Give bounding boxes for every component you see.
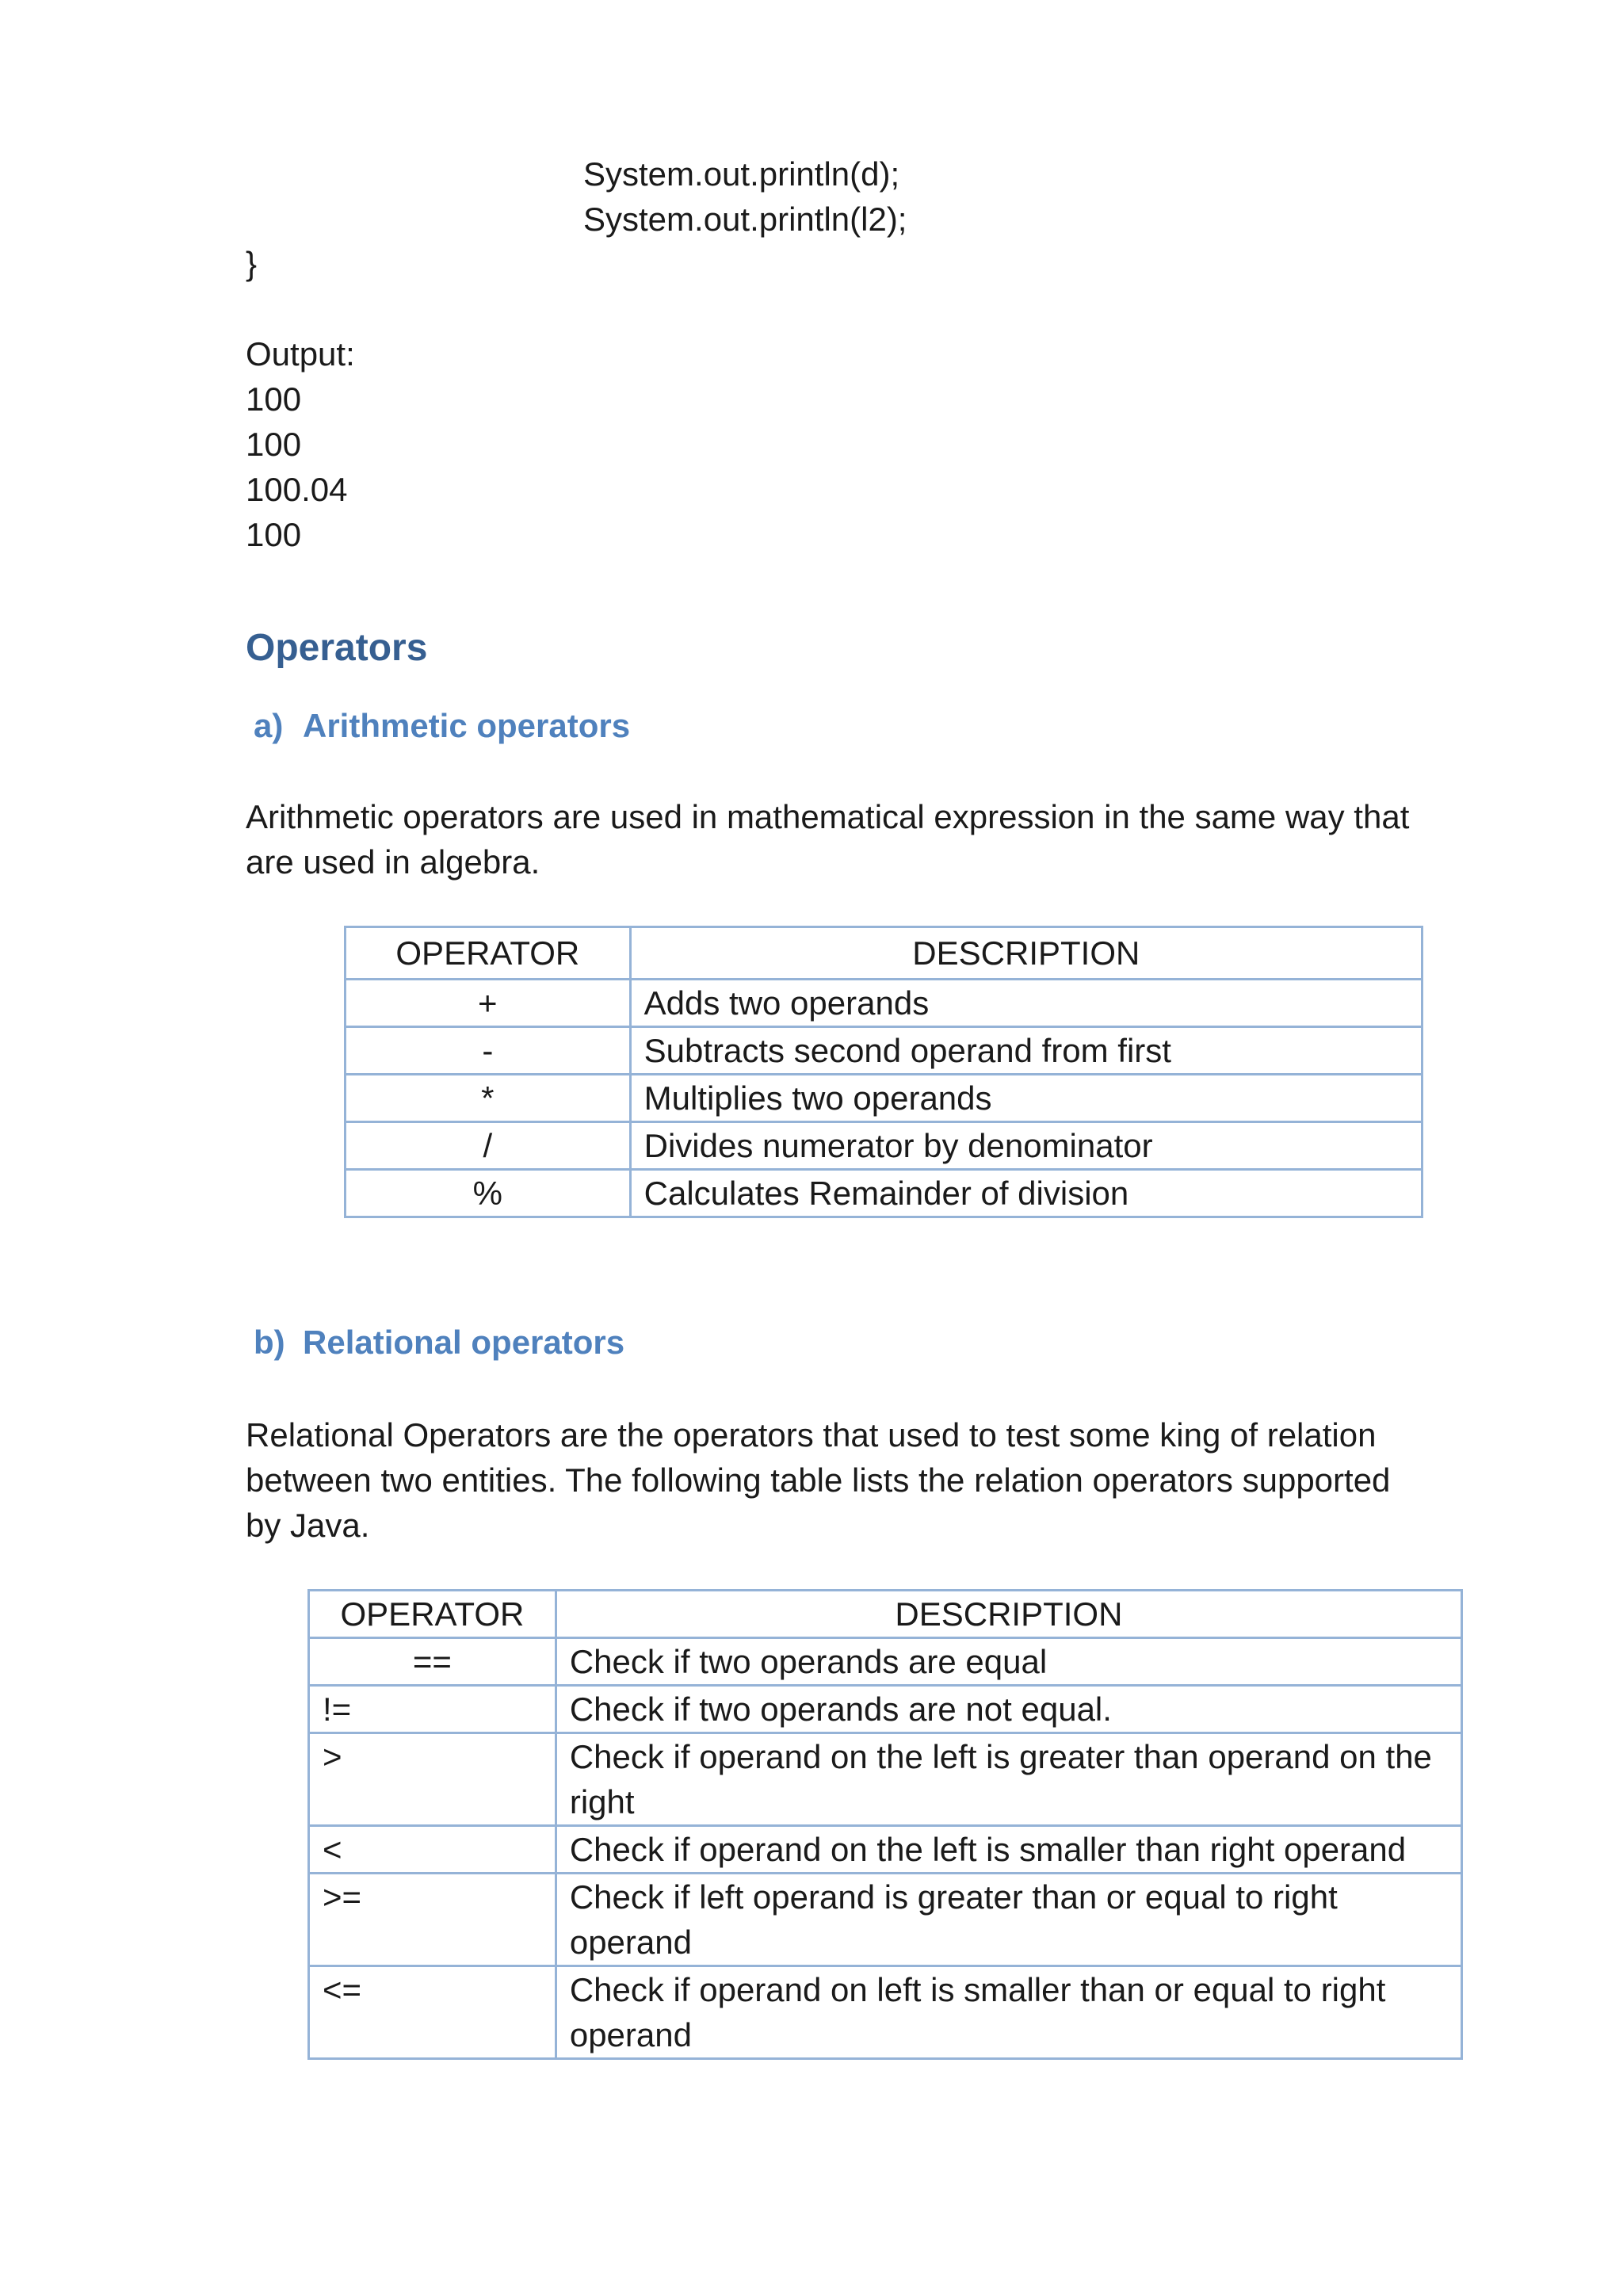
header-operator: OPERATOR: [309, 1591, 556, 1638]
operator-cell: *: [346, 1075, 631, 1122]
table-row: [309, 1686, 1462, 1733]
table-header-row: [309, 1591, 1462, 1638]
relational-heading: [254, 1320, 624, 1365]
table-row: [346, 1170, 1423, 1217]
description-cell: Check if left operand is greater than or equal to right operand: [556, 1874, 1461, 1966]
paragraph-line: Relational Operators are the operators that used to test some king of relation: [246, 1416, 1377, 1454]
operator-cell: %: [346, 1170, 631, 1217]
description-cell: Check if two operands are equal: [556, 1638, 1461, 1686]
table-row: [346, 1122, 1423, 1170]
table-row: [309, 1826, 1462, 1874]
output-value: 100.04: [246, 471, 348, 508]
operators-heading: Operators: [246, 627, 428, 669]
arithmetic-marker: a): [254, 707, 284, 744]
output-value: 100: [246, 426, 302, 463]
table-row: [309, 1733, 1462, 1826]
description-cell: Divides numerator by denominator: [630, 1122, 1422, 1170]
paragraph-line: between two entities. The following table lists the relation operators supported: [246, 1461, 1391, 1499]
arithmetic-heading: [254, 703, 630, 748]
arithmetic-title: Arithmetic operators: [303, 707, 631, 744]
table-header-row: [346, 927, 1423, 980]
output-value: 100: [246, 380, 302, 418]
operator-cell: ==: [309, 1638, 556, 1686]
operator-cell: /: [346, 1122, 631, 1170]
relational-operators-table: [307, 1589, 1463, 2060]
operator-cell: -: [346, 1027, 631, 1075]
description-cell: Check if operand on left is smaller than or equal to right operand: [556, 1966, 1461, 2059]
description-cell: Check if operand on the left is greater than operand on the right: [556, 1733, 1461, 1826]
output-value: 100: [246, 516, 302, 553]
header-operator: OPERATOR: [346, 927, 631, 980]
operator-cell: +: [346, 980, 631, 1027]
header-description: DESCRIPTION: [556, 1591, 1461, 1638]
arithmetic-paragraph: [246, 794, 1514, 884]
description-cell: Adds two operands: [630, 980, 1422, 1027]
description-cell: Check if operand on the left is smaller than right operand: [556, 1826, 1461, 1874]
description-cell: Check if two operands are not equal.: [556, 1686, 1461, 1733]
closing-brace: }: [246, 245, 258, 282]
description-cell: Multiplies two operands: [630, 1075, 1422, 1122]
operator-cell: <=: [309, 1966, 556, 2059]
header-description: DESCRIPTION: [630, 927, 1422, 980]
operator-cell: <: [309, 1826, 556, 1874]
relational-title: Relational operators: [303, 1324, 625, 1361]
table-row: [346, 1075, 1423, 1122]
operator-cell: !=: [309, 1686, 556, 1733]
code-line: System.out.println(l2);: [583, 201, 907, 238]
operator-cell: >: [309, 1733, 556, 1826]
operator-cell: >=: [309, 1874, 556, 1966]
code-line: System.out.println(d);: [583, 155, 900, 193]
paragraph-line: are used in algebra.: [246, 843, 540, 881]
table-row: [309, 1874, 1462, 1966]
paragraph-line: Arithmetic operators are used in mathematical expression in the same way that: [246, 798, 1410, 835]
description-cell: Calculates Remainder of division: [630, 1170, 1422, 1217]
table-row: [346, 1027, 1423, 1075]
arithmetic-operators-table: [344, 926, 1423, 1218]
description-cell: Subtracts second operand from first: [630, 1027, 1422, 1075]
output-block: [246, 331, 355, 557]
relational-paragraph: [246, 1412, 1514, 1548]
paragraph-line: by Java.: [246, 1507, 370, 1544]
table-row: [309, 1966, 1462, 2059]
output-label: Output:: [246, 335, 355, 372]
table-row: [346, 980, 1423, 1027]
relational-marker: b): [254, 1324, 285, 1361]
table-row: [309, 1638, 1462, 1686]
